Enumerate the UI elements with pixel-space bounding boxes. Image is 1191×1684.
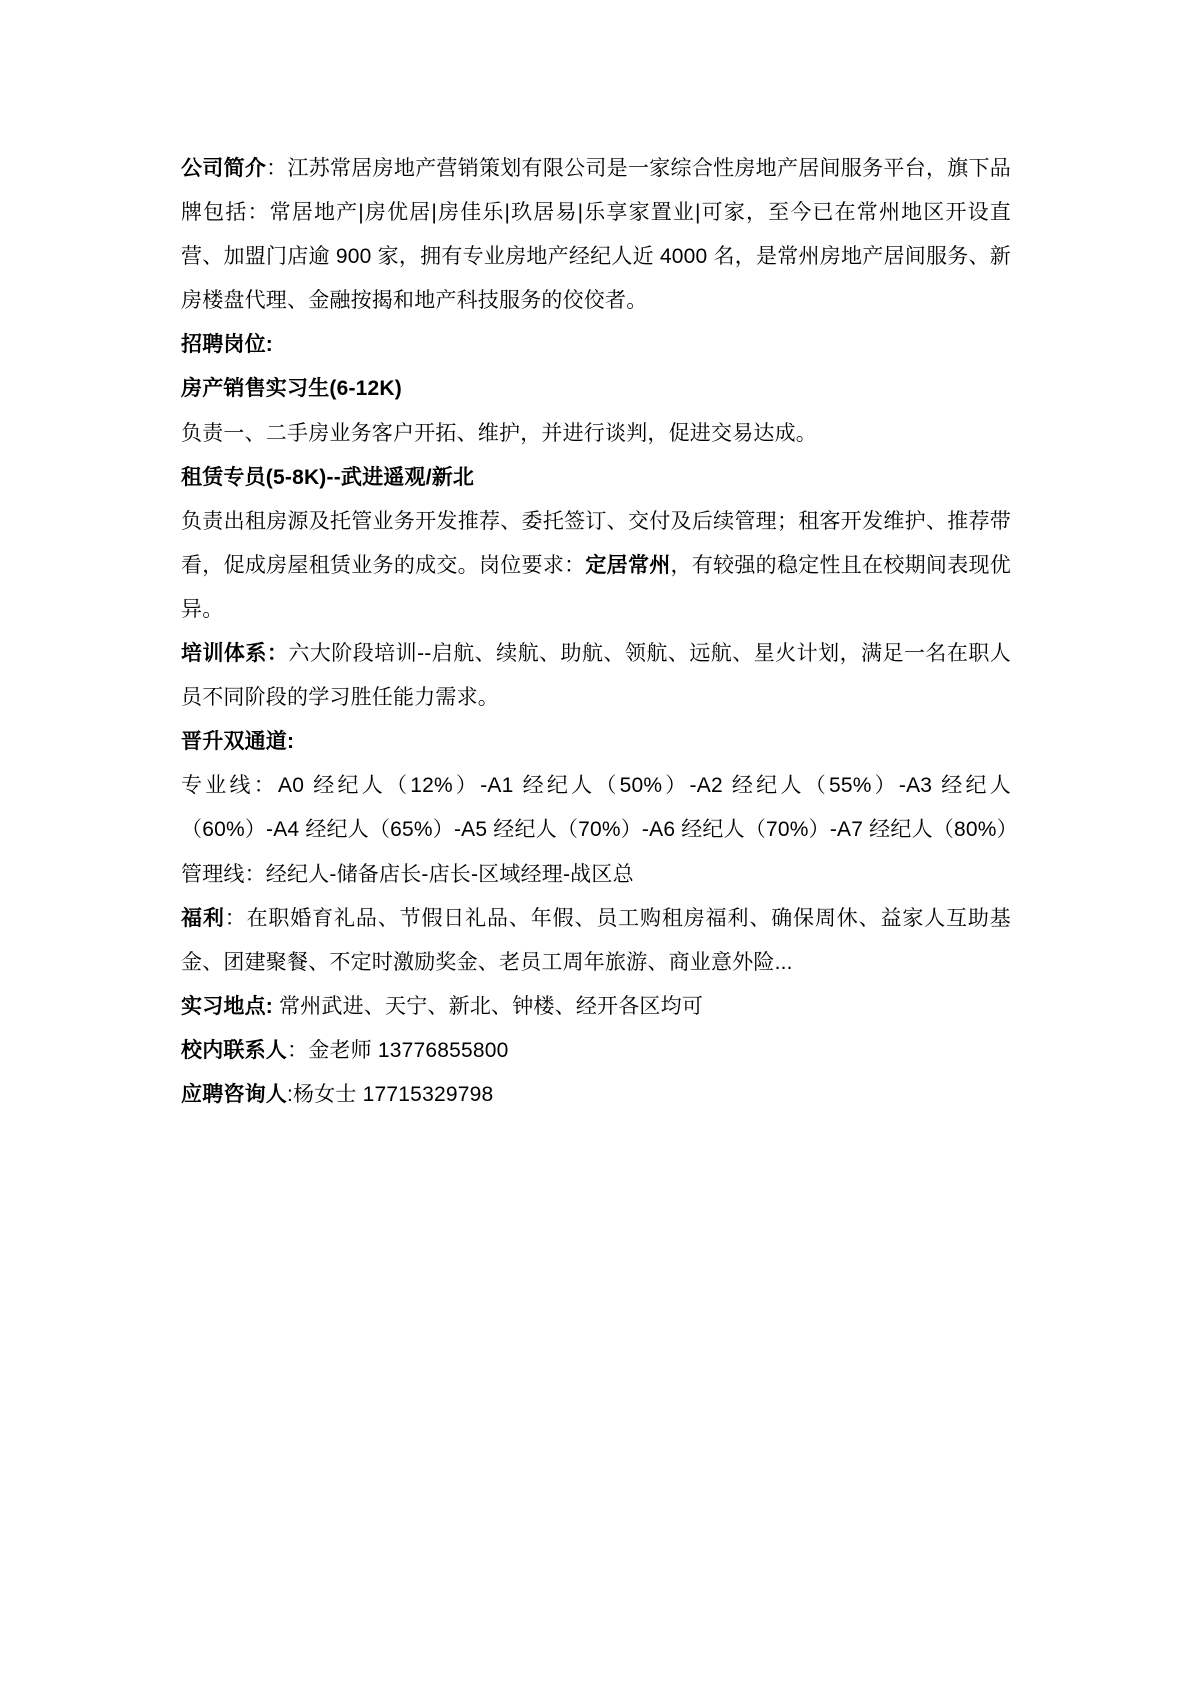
text-segment: 公司简介 (181, 157, 267, 180)
text-segment: 应聘咨询人 (181, 1082, 287, 1106)
paragraph-benefits (181, 897, 1011, 985)
document-content (181, 147, 1018, 1117)
text-segment: 房产销售实习生(6-12K) (181, 377, 402, 401)
paragraph-company-intro (181, 147, 1011, 323)
text-segment: 招聘岗位: (181, 333, 273, 357)
text-segment: 晋升双通道: (181, 730, 295, 754)
text-segment: 培训体系： (181, 642, 289, 666)
paragraph-position-leasing-specialist-title (181, 456, 1011, 500)
paragraph-management-line (181, 853, 1011, 897)
text-segment: 实习地点: (181, 994, 273, 1018)
paragraph-internship-locations (181, 985, 1011, 1029)
paragraph-training-system (181, 632, 1011, 720)
paragraph-recruitment-positions-heading (181, 323, 1011, 367)
text-segment: 专业线：A0 经纪人（12%）-A1 经纪人（50%）-A2 经纪人（55%）-A3 经纪人（60%）-A4 经纪人（65%）-A5 经纪人（70%）-A6 经纪人（70%）-A7 经纪人（80%） (181, 774, 1018, 842)
text-segment: ：江苏常居房地产营销策划有限公司是一家综合性房地产居间服务平台，旗下品牌包括：常居地产|房优居|房佳乐|玖居易|乐享家置业|可家，至今已在常州地区开设直营、加盟门店逾 900 家，拥有专业房地产经纪人近 4000 名，是常州房地产居间服务、新房楼盘代理、金融按揭和地产科技服务的佼佼者。 (181, 157, 1011, 313)
text-segment: ：金老师 13776855800 (287, 1038, 509, 1062)
text-segment: 常州武进、天宁、新北、钟楼、经开各区均可 (273, 994, 704, 1018)
text-segment: 校内联系人 (181, 1038, 287, 1062)
text-segment: 负责出租房源及托管业务开发推荐、委托签订、交付及后续管理；租客开发维护、推荐带看，促成房屋租赁业务的成交。岗位要求： (181, 509, 1011, 577)
text-segment: 租赁专员(5-8K)--武进遥观/新北 (181, 465, 475, 489)
paragraph-professional-line (181, 764, 1018, 852)
text-segment: 负责一、二手房业务客户开拓、维护，并进行谈判，促进交易达成。 (181, 421, 817, 445)
text-segment: 福利 (181, 906, 225, 930)
paragraph-campus-contact (181, 1029, 1011, 1073)
paragraph-position-leasing-specialist-desc (181, 500, 1011, 632)
text-segment: ，有较强的稳定性且在校期间表现优异。 (181, 553, 1011, 621)
text-segment: 管理线：经纪人-储备店长-店长-区域经理-战区总 (181, 862, 634, 886)
text-segment: 六大阶段培训--启航、续航、助航、领航、远航、星火计划，满足一名在职人员不同阶段的学习胜任能力需求。 (181, 642, 1012, 710)
paragraph-promotion-dual-channel-heading (181, 720, 1011, 764)
paragraph-position-sales-intern-desc (181, 412, 1011, 456)
text-segment: ：在职婚育礼品、节假日礼品、年假、员工购租房福利、确保周休、益家人互助基金、团建聚餐、不定时激励奖金、老员工周年旅游、商业意外险... (181, 906, 1011, 974)
text-segment: 定居常州 (585, 553, 671, 577)
paragraph-application-contact (181, 1073, 1011, 1117)
paragraph-position-sales-intern-title (181, 367, 1011, 411)
text-segment: :杨女士 17715329798 (287, 1082, 494, 1106)
